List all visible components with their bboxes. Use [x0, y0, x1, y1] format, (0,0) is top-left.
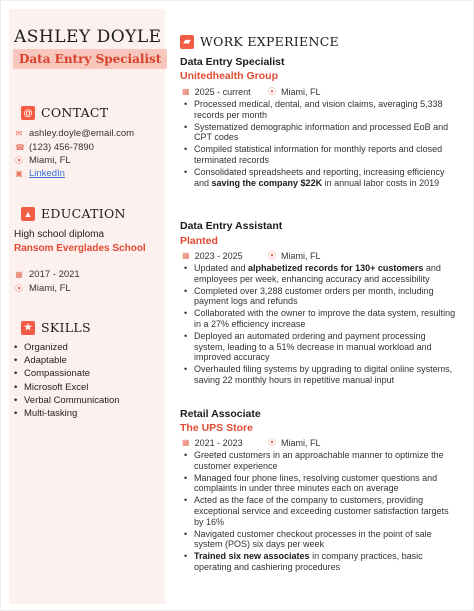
contact-heading — [21, 105, 108, 120]
job-dates: 2025 - current — [194, 86, 251, 97]
experience-heading — [180, 34, 339, 49]
contact-location-text: Miami, FL — [29, 155, 71, 166]
sidebar — [9, 9, 165, 604]
education-location-text: Miami, FL — [29, 283, 71, 294]
map-pin-icon: ⦿ — [15, 156, 23, 165]
linkedin-icon: ▣ — [15, 169, 23, 178]
envelope-icon: ✉ — [15, 129, 23, 138]
graduation-cap-icon: ▲ — [21, 207, 35, 221]
map-pin-icon: ⦿ — [15, 284, 23, 293]
contact-email-text: ashley.doyle@email.com — [29, 128, 135, 139]
job-bullets — [184, 99, 456, 189]
education-dates-text: 2017 - 2021 — [29, 269, 80, 280]
job-bullet: • Systematized demographic information and processed EoB and CPT codes — [184, 122, 456, 144]
experience-heading-label: WORK EXPERIENCE — [200, 34, 339, 49]
education-dates — [15, 269, 80, 280]
briefcase-icon: ▰ — [180, 35, 194, 49]
skill-item: • Multi-tasking — [14, 407, 120, 420]
job-bullet: • Collaborated with the owner to improve the data system, resulting in a 27% efficiency increase — [184, 308, 456, 330]
contact-phone-text: (123) 456-7890 — [29, 142, 94, 153]
calendar-icon: ▦ — [15, 270, 23, 279]
contact-location — [15, 155, 71, 166]
job-bullet: • Deployed an automated ordering and payment processing system, leading to a 51% decrease in manual workload and improved accuracy — [184, 331, 456, 363]
job-bullet: • Managed four phone lines, resolving customer questions and complaints in under three minutes each on average — [184, 473, 456, 495]
linkedin-link[interactable]: LinkedIn — [29, 168, 65, 179]
contact-heading-label: CONTACT — [41, 105, 109, 120]
skill-item: • Adaptable — [14, 354, 120, 367]
star-icon: ★ — [21, 321, 35, 335]
job-company: The UPS Store — [180, 422, 253, 434]
job-bullet: • Processed medical, dental, and vision claims, averaging 5,338 records per month — [184, 99, 456, 121]
contact-linkedin[interactable] — [15, 168, 65, 179]
job-bullet: • Updated and alphabetized records for 130+ customers and employees per week, enhancing accuracy and accessibility — [184, 263, 456, 285]
education-school: Ransom Everglades School — [14, 243, 146, 254]
job-bullet: • Greeted customers in an approachable manner to optimize the customer experience — [184, 450, 456, 472]
job-dates: 2023 - 2025 — [194, 250, 243, 261]
job-meta — [182, 437, 321, 448]
job-bullet: • Navigated customer checkout processes in the point of sale system (POS) six days per week — [184, 529, 456, 551]
job-location: Miami, FL — [281, 250, 321, 261]
skill-item: • Organized — [14, 341, 120, 354]
education-degree: High school diploma — [14, 229, 105, 240]
job-bullet: • Compiled statistical information for monthly reports and closed terminated records — [184, 144, 456, 166]
at-sign-icon: @ — [21, 106, 35, 120]
job-meta — [182, 86, 321, 97]
job-meta — [182, 250, 321, 261]
calendar-icon: ▦ — [182, 251, 190, 260]
job-bullet: • Completed over 3,288 customer orders per month, including payment logs and refunds — [184, 286, 456, 308]
education-location — [15, 283, 71, 294]
job-dates: 2021 - 2023 — [194, 437, 243, 448]
skill-item: • Verbal Communication — [14, 394, 120, 407]
job-bullet: • Overhauled filing systems by upgrading to digital online systems, saving 22 monthly hours in repetitive manual input — [184, 364, 456, 386]
job-location: Miami, FL — [281, 86, 321, 97]
map-pin-icon: ⦿ — [268, 438, 276, 447]
contact-email — [15, 128, 134, 139]
calendar-icon: ▦ — [182, 87, 190, 96]
skills-heading — [21, 320, 91, 335]
skills-heading-label: SKILLS — [41, 320, 91, 335]
skill-item: • Compassionate — [14, 367, 120, 380]
job-bullets — [184, 450, 456, 574]
calendar-icon: ▦ — [182, 438, 190, 447]
skill-item: • Microsoft Excel — [14, 381, 120, 394]
phone-icon: ☎ — [15, 143, 25, 152]
skills-list — [14, 341, 120, 420]
person-name: ASHLEY DOYLE — [14, 27, 162, 47]
map-pin-icon: ⦿ — [268, 87, 276, 96]
map-pin-icon: ⦿ — [268, 251, 276, 260]
contact-phone — [15, 142, 94, 153]
job-location: Miami, FL — [281, 437, 321, 448]
job-bullet: • Consolidated spreadsheets and reporting, increasing efficiency and saving the company $22K in annual labor costs in 2019 — [184, 167, 456, 189]
job-title: Data Entry Specialist — [180, 56, 285, 68]
education-heading-label: EDUCATION — [41, 206, 126, 221]
job-bullet: • Acted as the face of the company to customers, providing exceptional service and exceeding customer satisfaction targets by 16% — [184, 495, 456, 527]
job-company: Unitedhealth Group — [180, 70, 278, 82]
job-title: Data Entry Assistant — [180, 220, 283, 232]
job-title: Retail Associate — [180, 408, 261, 420]
education-heading — [21, 206, 126, 221]
job-bullet: • Trained six new associates in company practices, basic operating and cashiering procedures — [184, 551, 456, 573]
job-company: Planted — [180, 235, 218, 247]
job-bullets — [184, 263, 456, 387]
role-badge: Data Entry Specialist — [13, 49, 167, 69]
